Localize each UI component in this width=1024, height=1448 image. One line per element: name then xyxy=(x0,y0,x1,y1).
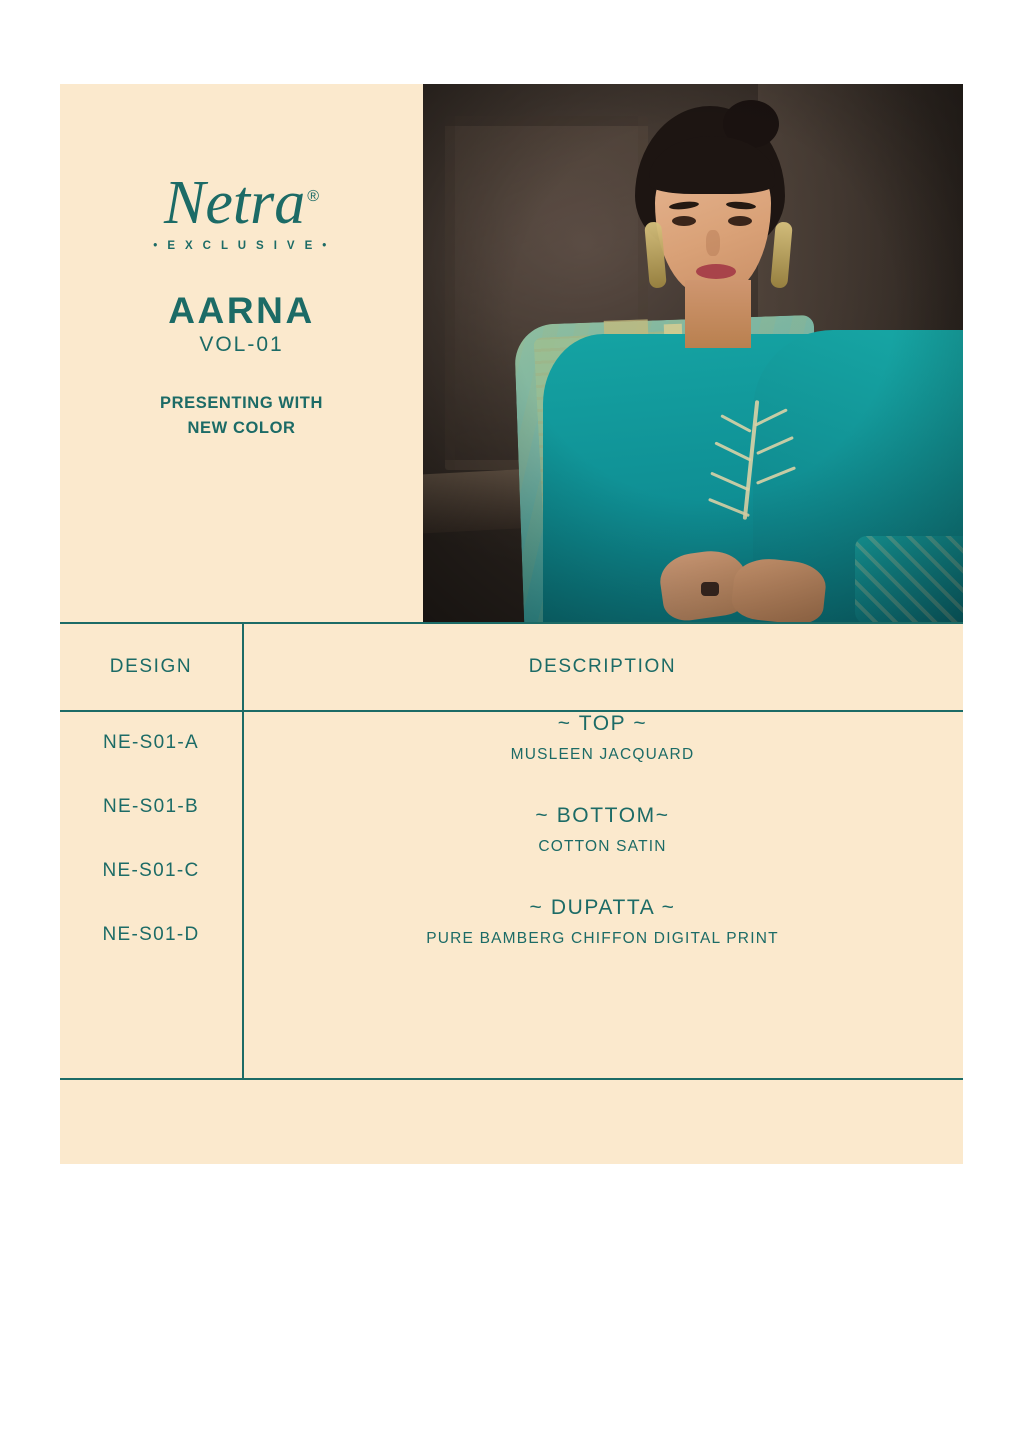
model-photo xyxy=(423,84,963,622)
description-list xyxy=(242,712,963,988)
design-code-item: NE-S01-B xyxy=(103,796,199,817)
tagline xyxy=(60,391,423,442)
photo-vignette xyxy=(423,84,963,622)
hero-band xyxy=(60,84,963,622)
brand-name: Netra xyxy=(163,169,306,237)
table-top-rule xyxy=(60,622,963,624)
column-header-description: DESCRIPTION xyxy=(528,656,677,677)
brand-subtitle: • E X C L U S I V E • xyxy=(153,240,330,252)
logo-block xyxy=(60,169,423,442)
description-group-head: ~ TOP ~ xyxy=(557,712,648,735)
table-bottom-rule xyxy=(60,1078,963,1080)
column-header-design: DESIGN xyxy=(109,656,193,677)
description-group-body: COTTON SATIN xyxy=(538,838,667,855)
description-group xyxy=(242,896,963,948)
description-group-body: MUSLEEN JACQUARD xyxy=(510,746,695,763)
registered-mark-icon: ® xyxy=(307,188,320,206)
design-code-item: NE-S01-C xyxy=(102,860,200,881)
brand-logo xyxy=(163,169,320,237)
spec-table xyxy=(60,622,963,1164)
catalog-card xyxy=(60,84,963,1164)
design-code-item: NE-S01-A xyxy=(103,732,199,753)
brand-panel xyxy=(60,84,423,622)
tagline-line-1: PRESENTING WITH xyxy=(159,393,323,412)
description-group xyxy=(242,804,963,856)
design-code-list xyxy=(60,732,242,988)
series-title: AARNA xyxy=(168,290,315,331)
tagline-line-2: NEW COLOR xyxy=(187,419,296,438)
design-code-item: NE-S01-D xyxy=(102,924,200,945)
description-group-head: ~ BOTTOM~ xyxy=(535,804,670,827)
description-group xyxy=(242,712,963,764)
series-volume: VOL-01 xyxy=(199,332,284,356)
description-group-head: ~ DUPATTA ~ xyxy=(529,896,676,919)
description-group-body: PURE BAMBERG CHIFFON DIGITAL PRINT xyxy=(426,930,779,947)
